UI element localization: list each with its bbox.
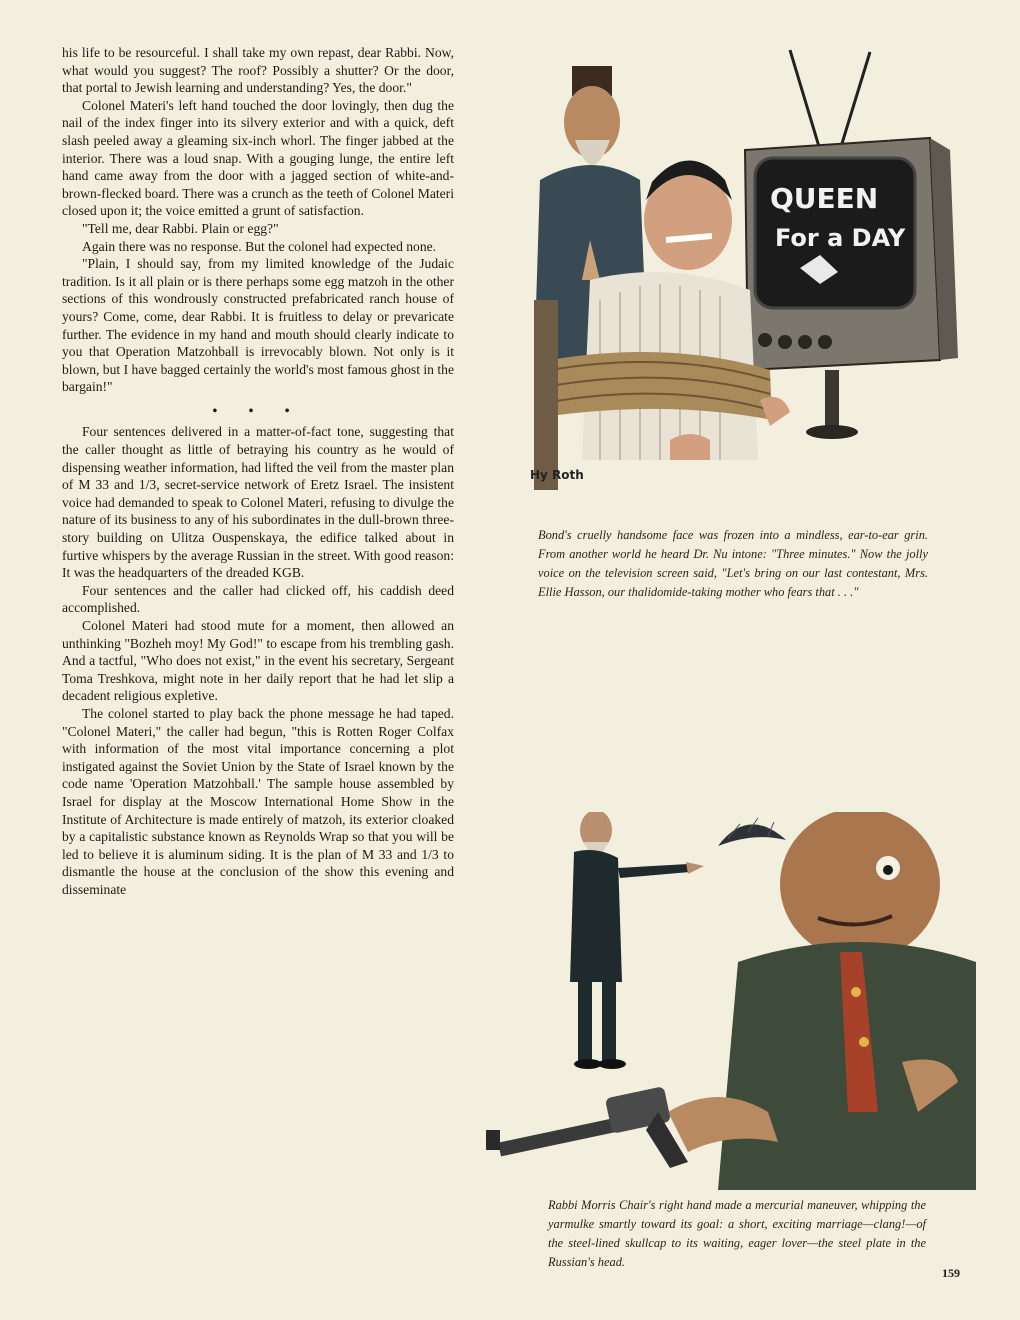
article-paragraph: "Plain, I should say, from my limited knowledge of the Judaic tradition. Is it all plain or is there perhaps some egg matzoh in the other sections of this wondrously constructed prefabricated ranch house of yours? Come, come, dear Rabbi. It is fruitless to delay or prevaricate further. The evidence in my hand and mouth should clearly indicate to you that Operation Matzohball is irrevocably blown. Not only is it blown, but I have bagged certainly the world's most famous ghost in the bargain!" <box>62 256 454 395</box>
large-man-illustration <box>478 812 976 1190</box>
page-number: 159 <box>942 1266 960 1280</box>
large-man-figure <box>668 812 976 1190</box>
article-text-column <box>62 44 454 899</box>
tv-screen-text-queen: QUEEN <box>770 182 879 215</box>
yarmulke <box>718 818 786 846</box>
article-paragraph: Colonel Materi's left hand touched the door lovingly, then dug the nail of the index finger into its silvery exterior and with a quick, deft slash peeled away a gleaming six-inch whorl. The finger jabbed at the interior. There was a loud snap. With a gouging lunge, the entire left hand came away from the door with a jagged section of white-and-brown-flecked board. There was a crunch as the teeth of Colonel Materi closed upon it; the voice emitted a grunt of satisfaction. <box>62 97 454 219</box>
article-paragraph: Again there was no response. But the colonel had expected none. <box>82 238 437 254</box>
article-paragraph: Colonel Materi had stood mute for a moment, then allowed an unthinking "Bozheh moy! My God!" to escape from his trembling gash. And a tactful, "Who does not exist," in the event his secretary, Sergeant Toma Treshkova, might note in her daily report that he had let slip a decadent religious expletive. <box>62 618 454 704</box>
caption-bottom: Rabbi Morris Chair's right hand made a mercurial maneuver, whipping the yarmulke smartly toward its goal: a short, exciting marriage—clang!—of the steel-lined skullcap to its waiting, eager lover—the steel plate in the Russian's head. <box>548 1198 926 1269</box>
tv-screen-text-for-a-day: For a DAY <box>775 224 906 252</box>
watermark <box>500 620 526 702</box>
article-paragraph: Four sentences and the caller had clicked off, his caddish deed accomplished. <box>62 582 454 616</box>
revolver <box>486 1086 688 1168</box>
pointing-man-figure <box>570 812 704 1069</box>
section-separator: • • • <box>212 402 304 418</box>
article-paragraph: his life to be resourceful. I shall take my own repast, dear Rabbi. Now, what would you suggest? The roof? Possibly a shutter? Or the door, that portal to Jewish learning and understanding? Yes, the door." <box>62 45 454 96</box>
tv-illustration <box>520 40 960 510</box>
article-paragraph: Four sentences delivered in a matter-of-fact tone, suggesting that the caller thought as little of betraying his country as he would of dispensing weather information, had lifted the veil from the master plan of M 33 and 1/3, secret-service network of Eretz Israel. The insistent voice had demanded to speak to Colonel Materi, refusing to divulge the nature of its business to any of his subordinates in the dull-brown three-story building on Ulitza Ouspenskaya, the edifice talked about in furtive whispers by the average Russian in the street. With good reason: It was the headquarters of the dreaded KGB. <box>62 424 454 581</box>
illustrator-signature: Hy Roth <box>530 468 584 482</box>
article-paragraph: The colonel started to play back the phone message he had taped. "Colonel Materi," the caller had begun, "this is Rotten Roger Colfax with information of the most vital importance concerning a plot instigated against the Soviet Union by the State of Israel known by the code name 'Operation Matzohball.' The sample house assembled by Israel for display at the Moscow International Home Show in the Institute of Architecture is made entirely of matzoh, its exterior cloaked by a capitalistic substance known as Reynolds Wrap so that you will be led to believe it is aluminum siding. It is the plan of M 33 and 1/3 to dismantle the house at the conclusion of the show this evening and disseminate <box>62 705 454 897</box>
article-paragraph: "Tell me, dear Rabbi. Plain or egg?" <box>82 220 279 236</box>
caption-top: Bond's cruelly handsome face was frozen into a mindless, ear-to-ear grin. From another world he heard Dr. Nu intone: "Three minutes." Now the jolly voice on the television screen said, "Let's bring on our last contestant, Mrs. Ellie Hasson, our thalidomide-taking mother who fears that . . ." <box>538 528 928 599</box>
